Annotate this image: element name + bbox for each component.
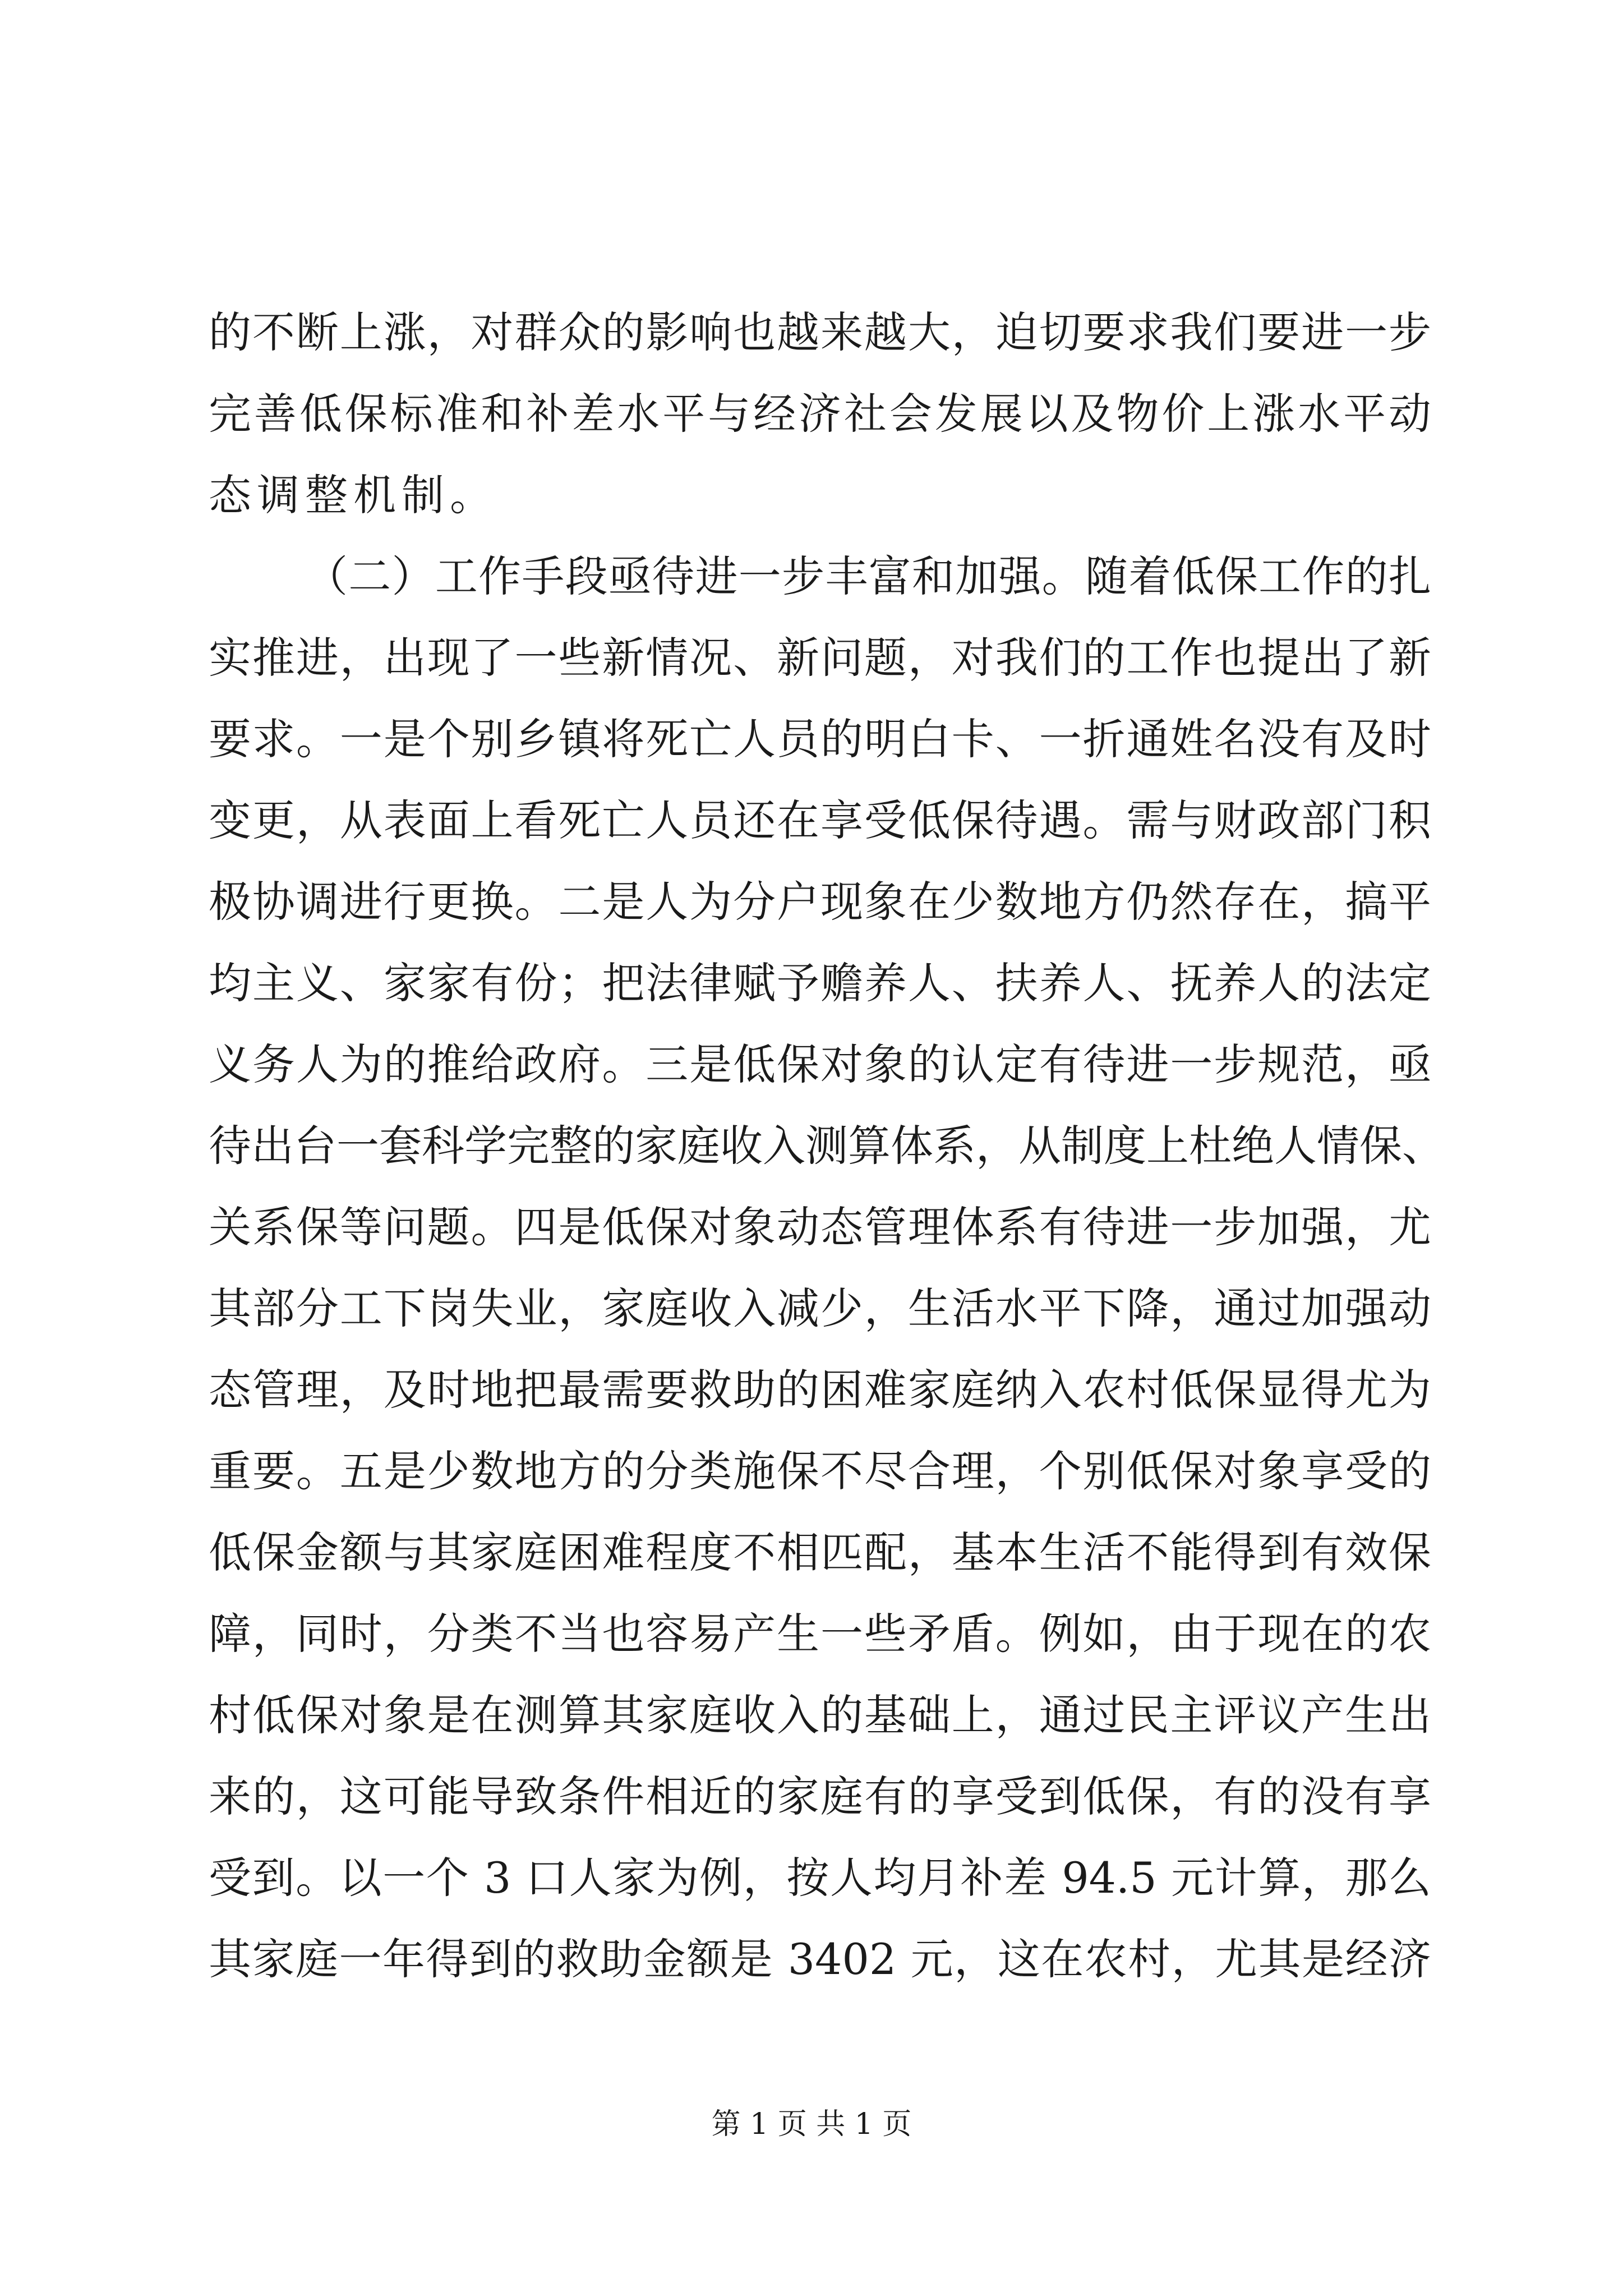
text-line: 极协调进行更换。二是人为分户现象在少数地方仍然存在，搞平 — [209, 877, 1431, 927]
page-number-label: 第 1 页 共 1 页 — [711, 2108, 912, 2141]
text-line: 村低保对象是在测算其家庭收入的基础上，通过民主评议产生出 — [209, 1690, 1431, 1740]
text-line: 受到。以一个 3 口人家为例，按人均月补差 94.5 元计算，那么 — [209, 1853, 1431, 1903]
text-line: 其家庭一年得到的救助金额是 3402 元，这在农村，尤其是经济 — [209, 1934, 1431, 1984]
text-line: 义务人为的推给政府。三是低保对象的认定有待进一步规范，亟 — [209, 1039, 1431, 1089]
text-line: 重要。五是少数地方的分类施保不尽合理，个别低保对象享受的 — [209, 1446, 1431, 1496]
text-line: 变更，从表面上看死亡人员还在享受低保待遇。需与财政部门积 — [209, 795, 1431, 845]
text-line: 障，同时，分类不当也容易产生一些矛盾。例如，由于现在的农 — [209, 1609, 1431, 1659]
text-line: 其部分工下岗失业，家庭收入减少，生活水平下降，通过加强动 — [209, 1283, 1431, 1333]
text-line: （二）工作手段亟待进一步丰富和加强。随着低保工作的扎 — [305, 551, 1431, 601]
text-line: 关系保等问题。四是低保对象动态管理体系有待进一步加强，尤 — [209, 1202, 1431, 1252]
text-line: 态调整机制。 — [209, 470, 498, 520]
text-line: 的不断上涨，对群众的影响也越来越大，迫切要求我们要进一步 — [209, 307, 1431, 357]
body-text — [209, 292, 1445, 2000]
text-line: 实推进，出现了一些新情况、新问题，对我们的工作也提出了新 — [209, 633, 1431, 683]
text-line: 低保金额与其家庭困难程度不相匹配，基本生活不能得到有效保 — [209, 1527, 1431, 1577]
text-line: 态管理，及时地把最需要救助的困难家庭纳入农村低保显得尤为 — [209, 1365, 1431, 1415]
text-line: 要求。一是个别乡镇将死亡人员的明白卡、一折通姓名没有及时 — [209, 714, 1431, 764]
text-line: 完善低保标准和补差水平与经济社会发展以及物价上涨水平动 — [209, 389, 1431, 439]
text-line: 来的，这可能导致条件相近的家庭有的享受到低保，有的没有享 — [209, 1772, 1431, 1821]
text-line: 均主义、家家有份；把法律赋予赡养人、扶养人、抚养人的法定 — [209, 958, 1431, 1008]
text-line: 待出台一套科学完整的家庭收入测算体系，从制度上杜绝人情保、 — [209, 1121, 1445, 1171]
page-footer — [0, 2105, 1623, 2144]
